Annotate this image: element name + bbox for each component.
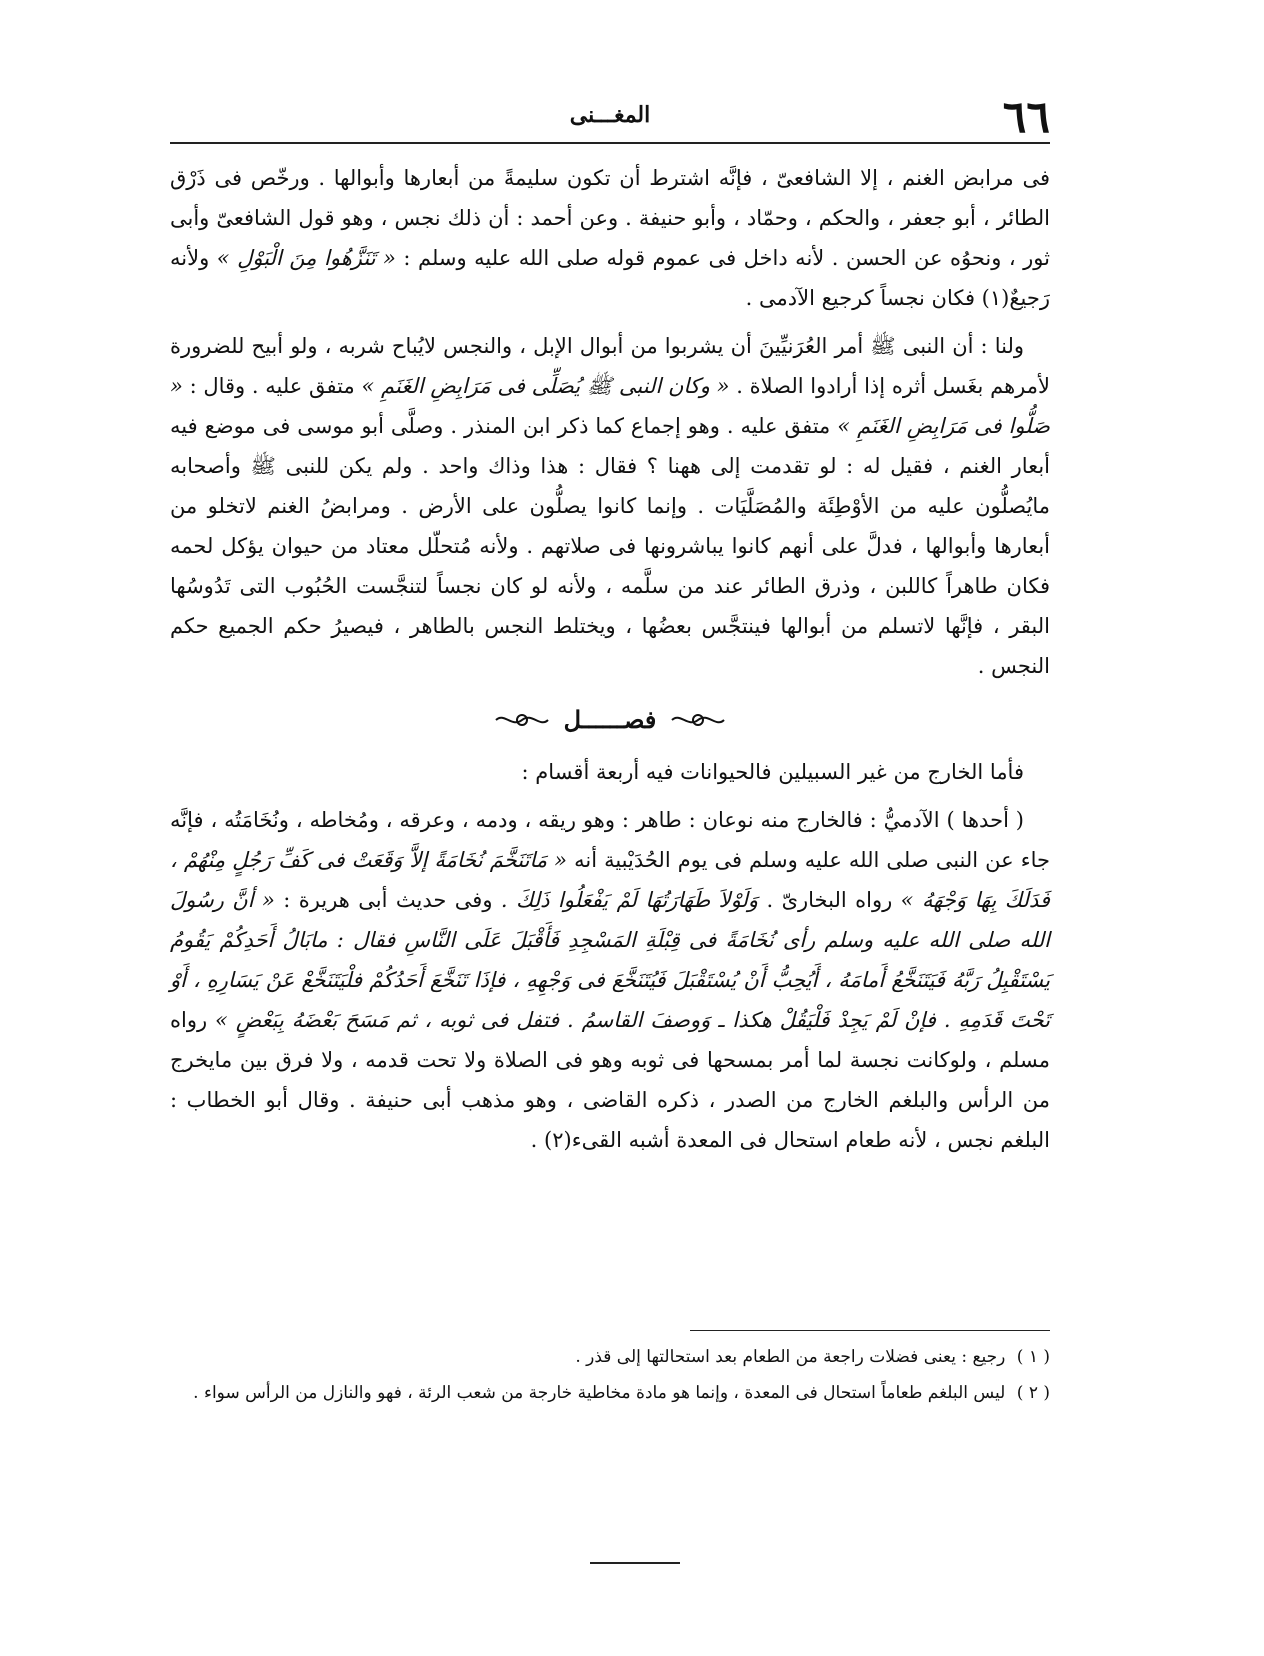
paragraph-2: [170, 326, 1050, 686]
paragraph-3: [170, 800, 1050, 1160]
hadith-quote: وَلَوْلاَ طَهَارَتُهَا لَمْ يَفْعَلُوا ذَلِكَ .: [500, 888, 759, 912]
footnotes: [170, 1342, 1050, 1414]
bottom-rule: [590, 1562, 680, 1564]
paragraph-2-text: ولنا : أن النبى ﷺ أمر العُرَنيِّينَ أن يشربوا من أبوال الإبل ، والنجس لايُباح شربه ، ولو أبيح للضرورة لأمرهم بغَسل أثره إذا أرادوا الصلاة .: [170, 334, 1050, 398]
paragraph-3-end: رواه مسلم ، ولوكانت نجسة لما أمر بمسحها فى ثوبه وهو فى الصلاة ولا تحت قدمه ، ولا فرق بين مايخرج من الرأس والبلغم الخارج من الصدر ، ذكره القاضى ، وهو مذهب أبى حنيفة . وقال أبو الخطاب : البلغم نجس ، لأنه طعام استحال فى المعدة أشبه القىء(٢) .: [170, 1008, 1050, 1152]
section-intro: فأما الخارج من غير السبيلين فالحيوانات فيه أربعة أقسام :: [521, 760, 1024, 784]
page-number: ٦٦: [1002, 92, 1050, 143]
paragraph-1-end: ولأنه رَجيعٌ(١) فكان نجساً كرجيع الآدمى .: [170, 246, 1050, 310]
footnote-1: [170, 1342, 1050, 1372]
ornament-left-icon: [494, 710, 550, 730]
paragraph-3-mid2: وفى حديث أبى هريرة :: [283, 888, 493, 912]
hadith-quote: « مَاتَنَخَّمَ نُخَامَةً إلاَّ وَقَعَتْ فى كَفِّ رَجُلٍ مِنْهُمْ ، فَدَلَكَ بِهَا وَجْهَهُ »: [170, 848, 1050, 912]
paragraph-3-text: ( أحدها ) الآدميُّ : فالخارج منه نوعان : طاهر : وهو ريقه ، ودمه ، وعرقه ، ومُخاطه ، ونُخَامَتُه ، فإنَّه جاء عن النبى صلى الله عليه وسلم فى يوم الحُدَيْبية أنه: [170, 808, 1050, 872]
header-rule: [170, 142, 1050, 144]
hadith-quote: « وكان النبى ﷺ يُصَلِّى فى مَرَابِضِ الغَنَمِ »: [361, 374, 730, 398]
hadith-quote: « صَلُّوا فى مَرَابِضِ الغَنَمِ »: [170, 374, 1050, 438]
hadith-quote: « تَنَزَّهُوا مِنَ الْبَوْلِ »: [216, 246, 396, 270]
footnote-number: ( ٢ ): [1016, 1383, 1050, 1403]
main-text: [170, 158, 1050, 1168]
hadith-quote: « أنَّ رسُولَ الله صلى الله عليه وسلم رأى نُخَامَةً فى قِبْلَةِ المَسْجِدِ فَأَقْبَلَ عَلَى النَّاسِ فقال : مابَالُ أَحَدِكُمْ يَقُومُ يَسْتَقْبِلُ رَبَّهُ فَيَتَنَخَّعُ أَمامَهُ ، أَيُحِبُّ أَنْ يُسْتَقْبَلَ فَيُتَنَخَّعَ فى وَجْهِهِ ، فإذَا تَنَخَّعَ أَحَدُكُمْ فلْيَتَنَخَّعْ عَنْ يَسَارِهِ ، أَوْ تَحْتَ قَدَمِهِ . فإنْ لَمْ يَجِدْ فَلْيَقُلْ هكذا ـ وَوصفَ القاسمُ . فتفل فى ثوبه ، ثم مَسَحَ بَعْضَهُ بِبَعْضٍ »: [170, 888, 1050, 1032]
ornament-right-icon: [670, 710, 726, 730]
footnote-number: ( ١ ): [1016, 1347, 1050, 1367]
footnote-text: رجيع : يعنى فضلات راجعة من الطعام بعد استحالتها إلى قذر .: [575, 1347, 1006, 1367]
paragraph-3-mid: رواه البخارىّ .: [766, 888, 893, 912]
paragraph-2-end: متفق عليه . وهو إجماع كما ذكر ابن المنذر . وصلَّى أبو موسى فى موضع فيه أبعار الغنم ، فقيل له : لو تقدمت إلى ههنا ؟ فقال : هذا وذاك واحد . ولم يكن للنبى ﷺ وأصحابه مايُصلُّون عليه من الأوْطِئَة والمُصَلَّيَات . وإنما كانوا يصلُّون على الأرض . ومرابضُ الغنم لاتخلو من أبعارها وأبوالها ، فدلَّ على أنهم كانوا يباشرونها فى صلاتهم . ولأنه مُتحلّل معتاد من حيوان يؤكل لحمه فكان طاهراً كاللبن ، وذرق الطائر عند من سلَّمه ، ولأنه لو كان نجساً لتنجَّست الحُبُوب التى تَدُوسُها البقر ، فإنَّها لاتسلم من أبوالها فينتجَّس بعضُها ، ويختلط النجس بالطاهر ، فيصيرُ حكم الجميع حكم النجس .: [170, 414, 1050, 678]
paragraph-2-mid: متفق عليه . وقال :: [189, 374, 355, 398]
footnote-text: ليس البلغم طعاماً استحال فى المعدة ، وإنما هو مادة مخاطية خارجة من شعب الرئة ، فهو والنازل من الرأس سواء .: [193, 1383, 1006, 1403]
running-title: المغـــنى: [569, 102, 651, 128]
footnote-2: [170, 1378, 1050, 1408]
footnote-rule: [690, 1330, 1050, 1331]
page-header: [170, 92, 1050, 144]
section-title: فصــــــل: [563, 705, 657, 734]
paragraph-1: [170, 158, 1050, 318]
section-heading: [170, 700, 1050, 740]
paragraph-1-text: فى مرابض الغنم ، إلا الشافعىّ ، فإنَّه اشترط أن تكون سليمةً من أبعارها وأبوالها . ورخّص فى ذَرْق الطائر ، أبو جعفر ، والحكم ، وحمّاد ، وأبو حنيفة . وعن أحمد : أن ذلك نجس ، وهو قول الشافعىّ وأبى ثور ، ونحوُه عن الحسن . لأنه داخل فى عموم قوله صلى الله عليه وسلم :: [170, 166, 1050, 270]
